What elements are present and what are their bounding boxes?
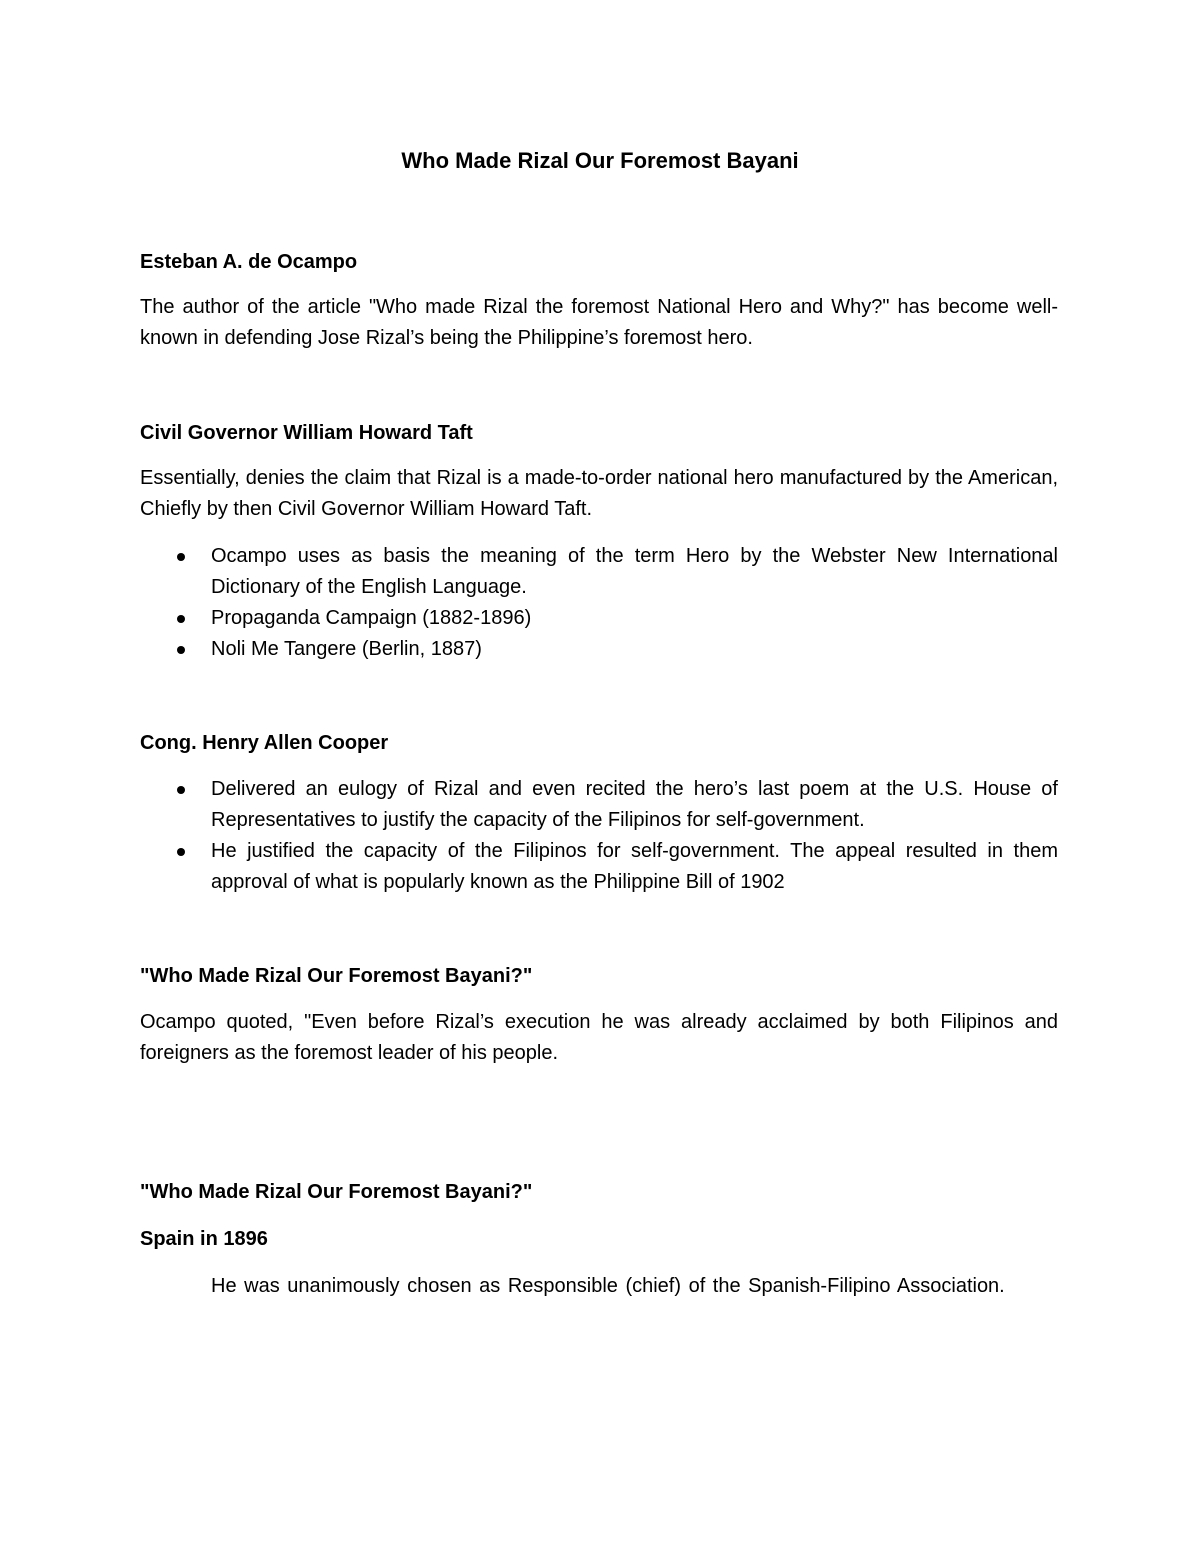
list-item-text: Ocampo uses as basis the meaning of the term Hero by the Webster New International Dictionary of the English Language. [211,545,1058,598]
list-item-text: Noli Me Tangere (Berlin, 1887) [211,638,482,660]
section-subheading-spain: Spain in 1896 [140,1228,268,1250]
list-item [140,634,1058,665]
list-item [140,836,1058,898]
list-item [140,774,1058,836]
list-item-text: He justified the capacity of the Filipinos for self-government. The appeal resulted in them approval of what is popularly known as the Philippine Bill of 1902 [211,840,1058,893]
bullet-list-cooper [140,774,1058,898]
section-heading-question-1: "Who Made Rizal Our Foremost Bayani?" [140,965,533,987]
bullet-icon [177,848,185,856]
bullet-icon [177,615,185,623]
bullet-list-taft [140,541,1058,665]
section-paragraph-ocampo: The author of the article "Who made Rizal the foremost National Hero and Why?" has become well-known in defending Jose Rizal’s being the Philippine’s foremost hero. [140,296,1058,349]
list-item-text: Propaganda Campaign (1882-1896) [211,607,532,629]
section-paragraph-taft: Essentially, denies the claim that Rizal is a made-to-order national hero manufactured by the American, Chiefly by then Civil Governor William Howard Taft. [140,467,1058,520]
list-item [140,541,1058,603]
document-title: Who Made Rizal Our Foremost Bayani [401,148,799,173]
list-item-text: Delivered an eulogy of Rizal and even recited the hero’s last poem at the U.S. House of Representatives to justify the capacity of the Filipinos for self-government. [211,778,1058,831]
section-indented-paragraph: He was unanimously chosen as Responsible (chief) of the Spanish-Filipino Association. [211,1275,1005,1297]
bullet-icon [177,646,185,654]
bullet-icon [177,553,185,561]
section-heading-ocampo: Esteban A. de Ocampo [140,251,358,273]
list-item [140,603,1058,634]
section-heading-question-2: "Who Made Rizal Our Foremost Bayani?" [140,1181,533,1203]
section-heading-taft: Civil Governor William Howard Taft [140,422,473,444]
section-paragraph-quote: Ocampo quoted, "Even before Rizal’s execution he was already acclaimed by both Filipinos and foreigners as the foremost leader of his people. [140,1011,1058,1064]
bullet-icon [177,786,185,794]
section-heading-cooper: Cong. Henry Allen Cooper [140,732,389,754]
